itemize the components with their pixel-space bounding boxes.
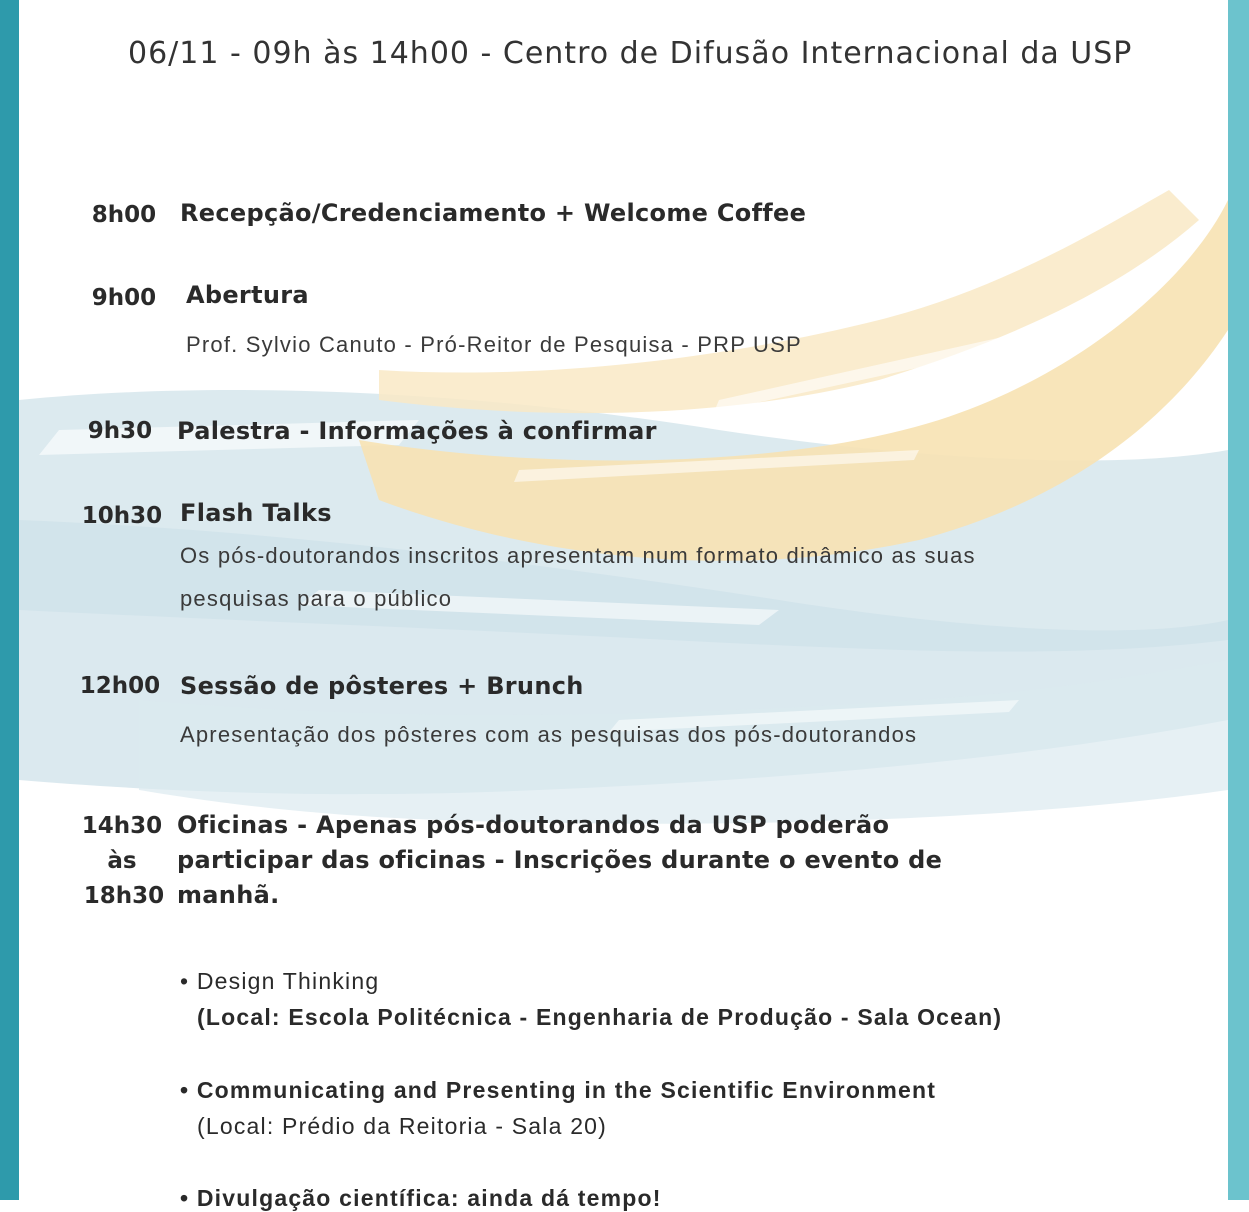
title-workshops-line1: Oficinas - Apenas pós-doutorandos da USP poderão: [177, 811, 890, 839]
time-12h00: 12h00: [79, 673, 161, 699]
time-8h00: 8h00: [91, 202, 157, 228]
time-14h30: 14h30: [81, 813, 163, 839]
workshop-design-thinking: • Design Thinking: [180, 968, 380, 994]
title-reception: Recepção/Credenciamento + Welcome Coffee: [180, 199, 807, 227]
time-10h30: 10h30: [81, 503, 163, 529]
event-header: 06/11 - 09h às 14h00 - Centro de Difusão Internacional da USP: [128, 36, 1133, 71]
desc-flash-talks-line1: Os pós-doutorandos inscritos apresentam num formato dinâmico as suas: [180, 543, 976, 568]
time-9h30: 9h30: [87, 418, 153, 444]
title-flash-talks: Flash Talks: [180, 499, 332, 527]
workshop-science-communication: • Divulgação científica: ainda dá tempo!: [180, 1185, 662, 1211]
title-poster-session: Sessão de pôsteres + Brunch: [180, 672, 584, 700]
title-opening: Abertura: [186, 281, 309, 309]
workshop-design-thinking-location: (Local: Escola Politécnica - Engenharia de Produção - Sala Ocean): [197, 1004, 1003, 1030]
title-lecture: Palestra - Informações à confirmar: [177, 417, 657, 445]
time-separator: às: [107, 848, 137, 874]
title-workshops-line3: manhã.: [177, 881, 280, 909]
desc-poster-session: Apresentação dos pôsteres com as pesquisas dos pós-doutorandos: [180, 722, 918, 747]
desc-flash-talks-line2: pesquisas para o público: [180, 586, 453, 611]
workshop-communicating: • Communicating and Presenting in the Scientific Environment: [180, 1077, 937, 1103]
workshop-communicating-location: (Local: Prédio da Reitoria - Sala 20): [197, 1113, 608, 1139]
desc-opening: Prof. Sylvio Canuto - Pró-Reitor de Pesquisa - PRP USP: [186, 332, 802, 357]
title-workshops-line2: participar das oficinas - Inscrições durante o evento de: [177, 846, 943, 874]
time-18h30: 18h30: [83, 883, 165, 909]
time-9h00: 9h00: [91, 285, 157, 311]
